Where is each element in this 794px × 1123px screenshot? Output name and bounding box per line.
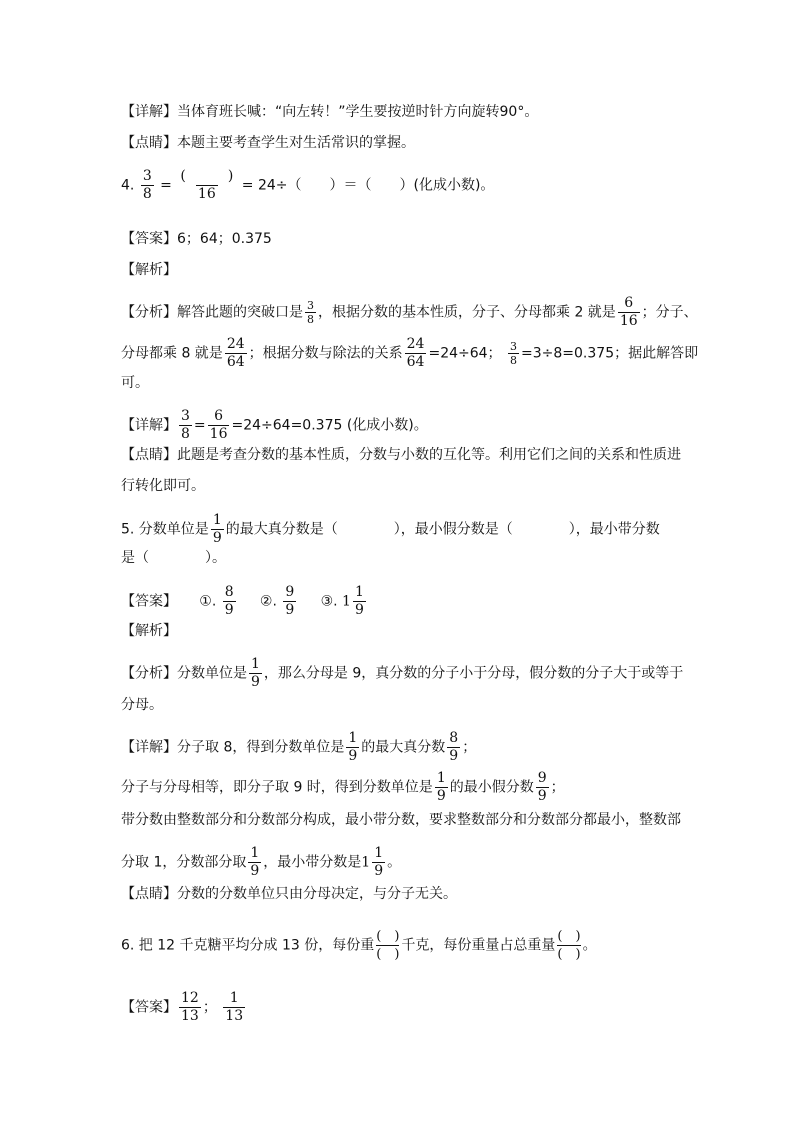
highlight-5: 【点睛】分数的分数单位只由分母决定，与分子无关。 bbox=[121, 886, 457, 902]
fraction-1-9: $\frac{1}{9}$ bbox=[212, 512, 222, 546]
question-5-line-1: 5. 分数单位是 $\frac{1}{9}$ 的最大真分数是（ ），最小假分数是（ ），最小带分数 bbox=[121, 512, 660, 546]
fraction-1-9: $\frac{1}{9}$ bbox=[354, 584, 364, 618]
detail-line-3: 【详解】当体育班长喊：“向左转！”学生要按逆时针方向旋转90°。 bbox=[121, 104, 539, 120]
fraction-3-8: $\frac{3}{8}$ bbox=[307, 299, 314, 326]
detail-5-line-1: 【详解】分子取 8，得到分数单位是 $\frac{1}{9}$ 的最大真分数 $\frac{8}{9}$ ； bbox=[121, 730, 477, 764]
analysis-label-4: 【解析】 bbox=[121, 262, 177, 278]
fraction-9-9: $\frac{9}{9}$ bbox=[285, 584, 295, 618]
fraction-12-13: $\frac{12}{13}$ bbox=[181, 990, 199, 1024]
fraction-blank: $\frac{( )}{( )}$ bbox=[557, 929, 581, 962]
analysis-5-line-1: 【分析】分数单位是 $\frac{1}{9}$ ，那么分母是 9，真分数的分子小于分母，假分数的分子大于或等于 bbox=[121, 656, 684, 690]
fraction-8-9: $\frac{8}{9}$ bbox=[449, 730, 459, 764]
fraction-8-9: $\frac{8}{9}$ bbox=[224, 584, 234, 618]
fraction-6-16: $\frac{6}{16}$ bbox=[209, 408, 228, 442]
highlight-line-3: 【点睛】本题主要考查学生对生活常识的掌握。 bbox=[121, 135, 415, 151]
fraction-6-16: $\frac{6}{16}$ bbox=[619, 295, 638, 329]
q4-number: 4. bbox=[121, 177, 135, 194]
analysis-label-5: 【解析】 bbox=[121, 623, 177, 639]
q4-text: = 24÷（ ）＝（ ）(化成小数)。 bbox=[241, 177, 495, 194]
analysis-4-line-2: 分母都乘 8 就是 $\frac{24}{64}$ ；根据分数与除法的关系 $\frac{24}{64}$ =24÷64； $\frac{3}{8}$ =3÷8=0.375；据此解答即 bbox=[121, 336, 699, 370]
detail-5-line-4: 分取 1，分数部分取 $\frac{1}{9}$ ，最小带分数是1 $\frac{1}{9}$ 。 bbox=[121, 845, 402, 879]
detail-5-line-2: 分子与分母相等，即分子取 9 时，得到分数单位是 $\frac{1}{9}$ 的最小假分数 $\frac{9}{9}$ ； bbox=[121, 770, 565, 804]
answer-6: 【答案】 $\frac{12}{13}$ ； $\frac{1}{13}$ bbox=[121, 990, 244, 1024]
fraction-3-8: $\frac{3}{8}$ bbox=[181, 408, 190, 442]
fraction-1-9: $\frac{1}{9}$ bbox=[251, 656, 260, 690]
fraction-24-64: $\frac{24}{64}$ bbox=[226, 336, 245, 370]
analysis-5-line-2: 分母。 bbox=[121, 697, 163, 713]
highlight-4-line-1: 【点睛】此题是考查分数的基本性质，分数与小数的互化等。利用它们之间的关系和性质进 bbox=[121, 447, 681, 463]
analysis-4-line-3: 可。 bbox=[121, 375, 149, 391]
fraction-blank: $\frac{( )}{( )}$ bbox=[376, 929, 400, 962]
fraction-1-9: $\frac{1}{9}$ bbox=[436, 770, 446, 804]
fraction-1-13: $\frac{1}{13}$ bbox=[225, 990, 244, 1024]
fraction-9-9: $\frac{9}{9}$ bbox=[537, 770, 547, 804]
question-6: 6. 把 12 千克糖平均分成 13 份，每份重 $\frac{( )}{( )}$ 千克，每份重量占总重量 $\frac{( )}{( )}$ 。 bbox=[121, 929, 597, 962]
highlight-4-line-2: 行转化即可。 bbox=[121, 478, 205, 494]
fraction-1-9: $\frac{1}{9}$ bbox=[374, 845, 384, 879]
fraction-1-9: $\frac{1}{9}$ bbox=[348, 730, 358, 764]
fraction-1-9: $\frac{1}{9}$ bbox=[250, 845, 260, 879]
fraction-3-8: $\frac{3}{8}$ bbox=[142, 168, 152, 202]
question-4: 4. $\frac{3}{8}$ = $\frac{( )}{16}$ = 24÷（ ）＝（ ）(化成小数)。 bbox=[121, 168, 495, 202]
fraction-blank-16: $\frac{( )}{16}$ bbox=[180, 168, 234, 202]
fraction-24-64: $\frac{24}{64}$ bbox=[406, 336, 425, 370]
detail-5-line-3: 带分数由整数部分和分数部分构成，最小带分数，要求整数部分和分数部分都最小，整数部 bbox=[121, 812, 681, 828]
answer-5: 【答案】 ①. $\frac{8}{9}$ ②. $\frac{9}{9}$ ③. 1 $\frac{1}{9}$ bbox=[121, 584, 364, 618]
answer-4: 【答案】6；64；0.375 bbox=[121, 231, 272, 247]
detail-4: 【详解】 $\frac{3}{8}$ = $\frac{6}{16}$ =24÷64=0.375 (化成小数)。 bbox=[121, 408, 428, 442]
question-5-line-2: 是（ ）。 bbox=[121, 550, 226, 566]
analysis-4-line-1: 【分析】解答此题的突破口是 $\frac{3}{8}$ ，根据分数的基本性质，分子、分母都乘 2 就是 $\frac{6}{16}$ ；分子、 bbox=[121, 295, 698, 329]
fraction-3-8: $\frac{3}{8}$ bbox=[510, 340, 518, 367]
